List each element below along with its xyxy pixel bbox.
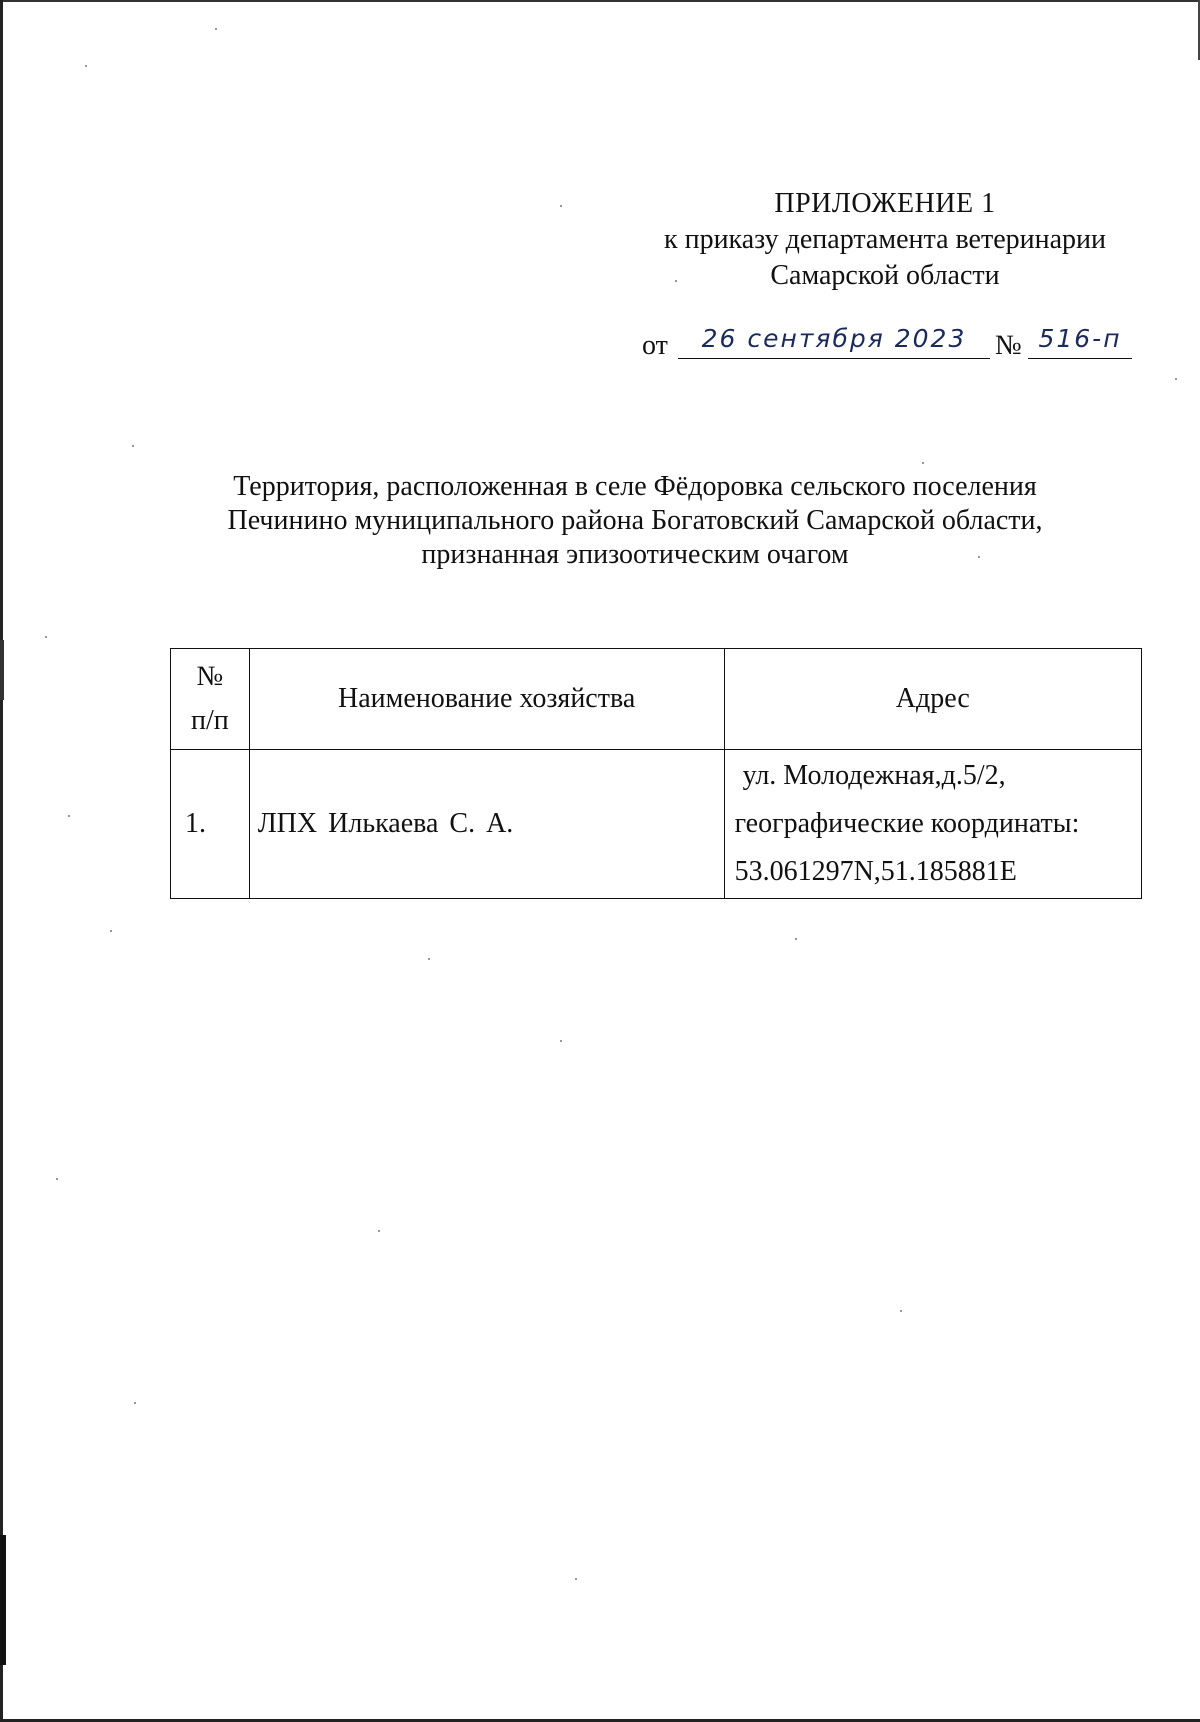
appendix-header (640, 186, 1130, 294)
heading-line: Территория, расположенная в селе Фёдоровка сельского поселения (233, 471, 1037, 502)
scan-edge-mark (0, 1535, 6, 1665)
scan-speck (85, 65, 87, 67)
scan-speck (560, 1040, 562, 1042)
order-number-label: № (995, 330, 1022, 361)
table-header-row (171, 649, 1142, 750)
table-row (171, 750, 1142, 899)
scan-speck (56, 1178, 58, 1180)
address-coordinates-label: географические координаты: (734, 808, 1080, 839)
heading-line: признанная эпизоотическим очагом (421, 539, 849, 570)
row-farm-name: ЛПХ Илькаева С. А. (249, 750, 724, 899)
appendix-title: ПРИЛОЖЕНИЕ 1 (774, 188, 996, 219)
scan-speck (378, 1230, 380, 1232)
header-number-sign: № (196, 661, 224, 692)
scan-speck (68, 815, 70, 817)
scan-edge-mark (0, 640, 4, 700)
scan-speck (110, 930, 112, 932)
farms-table (170, 648, 1142, 899)
row-number: 1. (171, 750, 250, 899)
heading-line: Печинино муниципального района Богатовский Самарской области, (227, 505, 1043, 536)
order-reference (642, 324, 1132, 370)
header-farm-name: Наименование хозяйства (249, 649, 724, 750)
header-address: Адрес (724, 649, 1141, 750)
scan-speck (575, 1578, 577, 1580)
address-coordinates: 53.061297N,51.185881E (734, 856, 1017, 887)
scan-speck (922, 462, 924, 464)
address-street: ул. Молодежная,д.5/2, (742, 760, 1006, 791)
appendix-region: Самарской области (770, 260, 1000, 291)
scan-speck (134, 1402, 136, 1404)
scan-speck (215, 28, 217, 30)
scan-speck (795, 938, 797, 940)
scan-speck (428, 958, 430, 960)
header-number-abbr: п/п (190, 705, 229, 736)
scan-speck (1175, 378, 1177, 380)
scan-speck (560, 205, 562, 207)
header-number-cell (171, 649, 250, 750)
appendix-subtitle: к приказу департамента ветеринарии (663, 224, 1107, 255)
order-from-label: от (642, 330, 668, 361)
row-address (724, 750, 1141, 899)
order-date-handwritten: 26 сентября 2023 (678, 324, 990, 359)
scan-speck (132, 445, 134, 447)
scan-speck (45, 636, 47, 638)
order-number-handwritten: 516-п (1028, 324, 1132, 359)
scan-edge-left (0, 0, 3, 1722)
document-heading (160, 470, 1110, 572)
scan-speck (900, 1310, 902, 1312)
scan-edge-top (0, 0, 1200, 2)
